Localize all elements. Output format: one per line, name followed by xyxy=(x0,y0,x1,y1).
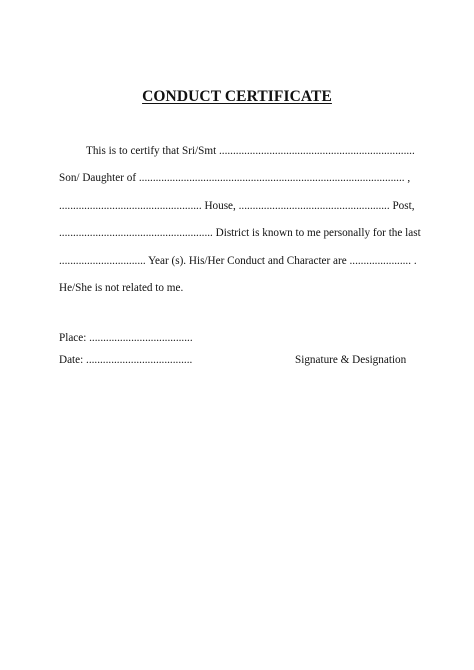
address-line: ................................................... House, ...................................................... Post, xyxy=(59,200,415,212)
conduct-line: ............................... Year (s). His/Her Conduct and Character are ...................... . xyxy=(59,255,417,267)
parent-line: Son/ Daughter of ............................................................................................... , xyxy=(59,172,411,184)
district-line: ....................................................... District is known to me personally for the last xyxy=(59,227,421,239)
certify-line: This is to certify that Sri/Smt ...................................................................... xyxy=(86,145,415,157)
certificate-title: CONDUCT CERTIFICATE xyxy=(142,88,332,105)
signature-label: Signature & Designation xyxy=(295,354,407,366)
place-field: Place: ..................................... xyxy=(59,332,193,344)
date-field: Date: ...................................... xyxy=(59,354,193,366)
relation-line: He/She is not related to me. xyxy=(59,282,184,294)
